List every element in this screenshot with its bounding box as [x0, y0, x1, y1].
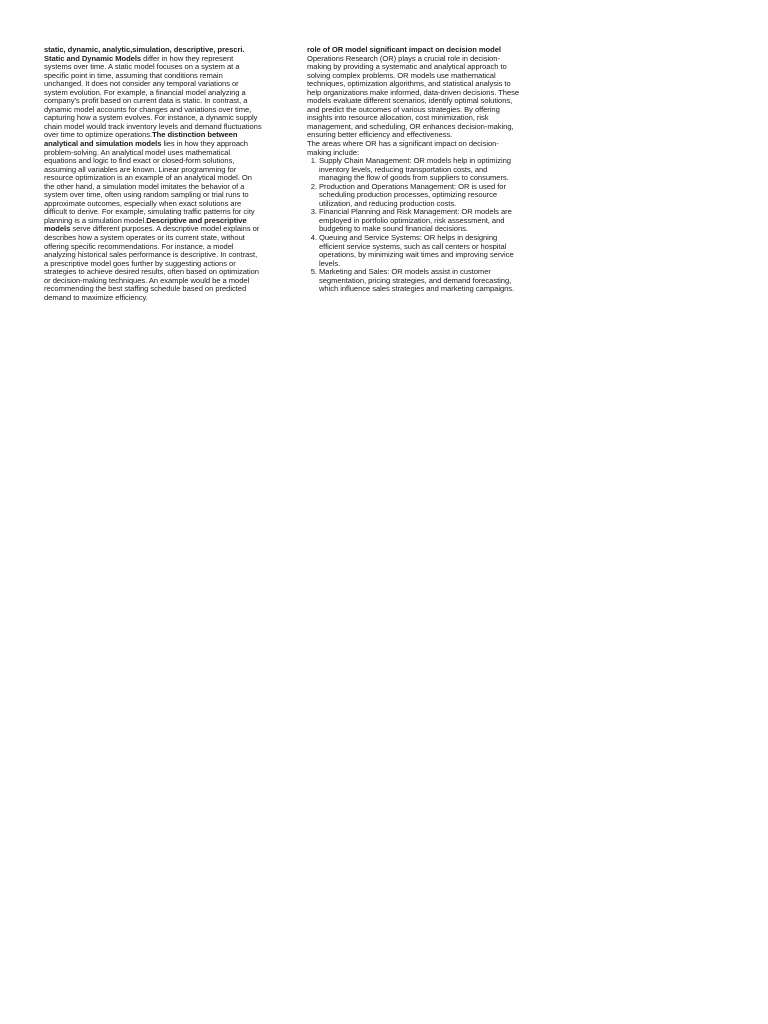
list-item: 2. Production and Operations Management: OR is used for scheduling production processes, optimizing resource utilization, and reducing production costs. — [319, 183, 521, 209]
or-intro-paragraph: Operations Research (OR) plays a crucial role in decision-making by providing a systematic and analytical approach to solving complex problems. OR models use mathematical techniques, optimization algorithms, and statistical analysis to help organizations make informed, data-driven decisions. These models evaluate different scenarios, identify optimal solutions, and predict the outcomes of various strategies. By offering insights into resource allocation, cost minimization, risk management, and scheduling, OR enhances decision-making, ensuring better efficiency and effectiveness. — [307, 53, 520, 140]
analytical-simulation-text: lies in how they approach problem-solving. An analytical model uses mathematical equations and logic to find exact or closed-form solutions, assuming all variables are known. Linear programming for resource optimization is an example of an analytical model. On the other hand, a simulation model imitates the behavior of a system over time, often using random sampling or trial runs to approximate outcomes, especially when exact solutions are difficult to derive. For example, simulating traffic patterns for city planning is a simulation model. — [44, 139, 255, 225]
analytical-simulation-bold: The distinction between analytical and simulation models — [44, 130, 238, 149]
list-item: 1. Supply Chain Management: OR models help in optimizing inventory levels, reducing transportation costs, and managing the flow of goods from suppliers to consumers. — [319, 157, 521, 183]
right-column — [307, 46, 521, 294]
list-item: 4. Queuing and Service Systems: OR helps in designing efficient service systems, such as call centers or hospital operations, by minimizing wait times and improving service levels. — [319, 234, 521, 268]
left-heading: static, dynamic, analytic,simulation, descriptive, prescri. — [44, 45, 245, 54]
descriptive-prescriptive-bold: Descriptive and prescriptive models — [44, 215, 247, 234]
static-dynamic-text: differ in how they represent systems over time. A static model focuses on a system at a specific point in time, assuming that conditions remain unchanged. It does not consider any temporal variations or system evolution. For example, a financial model analyzing a company's profit based on current data is static. In contrast, a dynamic model accounts for changes and variations over time, capturing how a system evolves. For instance, a dynamic supply chain model would track inventory levels and demand fluctuations over time to optimize operations. — [44, 53, 262, 140]
list-item: 5. Marketing and Sales: OR models assist in customer segmentation, pricing strategies, and demand forecasting, which influence sales strategies and marketing campaigns. — [319, 268, 521, 294]
list-item: 3. Financial Planning and Risk Management: OR models are employed in portfolio optimization, risk assessment, and budgeting to make sound financial decisions. — [319, 208, 521, 234]
descriptive-prescriptive-text: serve different purposes. A descriptive model explains or describes how a system operates or its current state, without offering specific recommendations. For instance, a model analyzing historical sales performance is descriptive. In contrast, a prescriptive model goes further by suggesting actions or strategies to achieve desired results, often based on optimization or decision-making techniques. An example would be a model recommending the best staffing schedule based on predicted demand to maximize efficiency. — [44, 224, 260, 302]
static-dynamic-bold: Static and Dynamic Models — [44, 53, 142, 63]
left-body — [44, 55, 262, 303]
right-heading: role of OR model significant impact on decision model — [307, 45, 501, 54]
or-areas-list — [307, 157, 521, 294]
left-column — [44, 46, 262, 302]
or-areas-intro: The areas where OR has a significant impact on decision-making include: — [307, 139, 499, 157]
